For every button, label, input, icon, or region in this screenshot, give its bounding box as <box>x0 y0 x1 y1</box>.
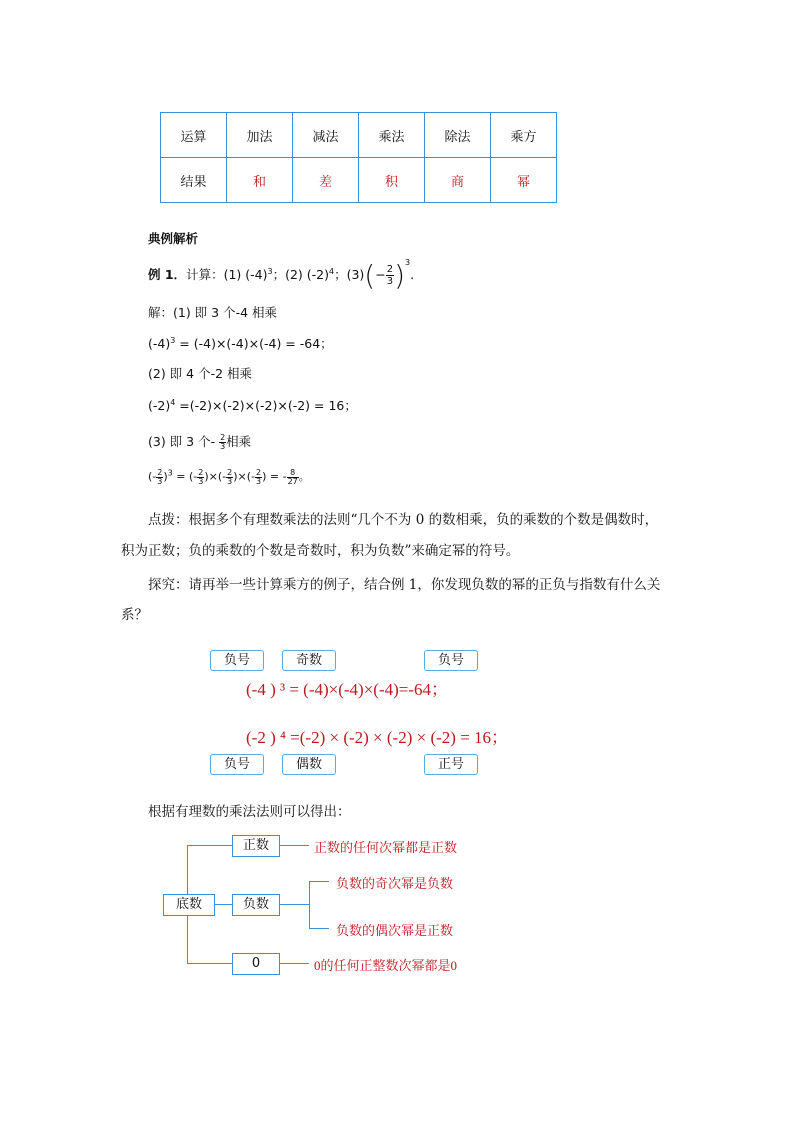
rule-negative-odd: 负数的奇次幂是负数 <box>336 877 454 892</box>
fraction-denominator: 3 <box>220 442 226 451</box>
fraction-denominator: 27 <box>287 476 298 486</box>
fraction-denominator: 3 <box>227 476 233 486</box>
table-cell: 加法 <box>227 113 293 158</box>
equation-odd: (-4 ) ³ = (-4)×(-4)×(-4)=-64； <box>246 680 449 699</box>
node-zero: 0 <box>232 953 280 975</box>
paren: ( <box>364 259 376 292</box>
callout-negative-sign: 负号 <box>210 754 264 775</box>
fraction-numerator: 2 <box>220 433 226 442</box>
table-cell: 幂 <box>491 158 557 203</box>
solution-text: ) <box>163 470 168 483</box>
connector-line <box>279 845 309 846</box>
table-cell: 和 <box>227 158 293 203</box>
callout-positive-sign: 正号 <box>424 754 478 775</box>
solution-line: 解：(1) 即 3 个-4 相乘 <box>148 305 278 320</box>
section-title: 典例解析 <box>148 231 199 246</box>
explore-paragraph-line: 探究：请再举一些计算乘方的例子，结合例 1，你发现负数的幂的正负与指数有什么关 <box>148 577 661 593</box>
exponent: 4 <box>170 397 176 407</box>
example-text: . <box>410 267 415 282</box>
table-cell: 积 <box>359 158 425 203</box>
times: × <box>237 470 247 483</box>
fraction <box>287 469 299 486</box>
exponent: 3 <box>267 266 273 276</box>
exponent: 3 <box>405 258 411 267</box>
example-text: ；(3) <box>334 267 365 282</box>
solution-line <box>148 334 333 352</box>
table-cell: 商 <box>425 158 491 203</box>
conclusion-intro: 根据有理数的乘法法则可以得出： <box>148 804 351 820</box>
solution-line <box>148 468 310 486</box>
exponent: 3 <box>170 335 176 345</box>
example-question <box>148 258 414 292</box>
hint-paragraph-line: 积为正数；负的乘数的个数是奇数时，积为负数”来确定幂的符号。 <box>121 543 520 559</box>
connector-line <box>309 881 329 882</box>
example-text: 计算：(1) (-4) <box>186 267 268 282</box>
solution-text: =(-2)×(-2)×(-2)×(-2) = 16； <box>175 398 357 413</box>
node-positive: 正数 <box>232 835 280 857</box>
tree-branch-line <box>187 963 232 964</box>
tree-branch-line <box>213 904 232 905</box>
callout-odd: 奇数 <box>282 650 336 671</box>
connector-line <box>279 963 309 964</box>
solution-text: = - <box>266 470 287 483</box>
fraction-numerator: 2 <box>157 467 163 477</box>
fraction <box>255 469 262 486</box>
table-cell: 差 <box>293 158 359 203</box>
solution-text: 相乘 <box>226 434 252 449</box>
table-row <box>161 158 557 203</box>
connector-line <box>309 928 329 929</box>
example-text: ；(2) (-2) <box>272 267 329 282</box>
table-cell: 结果 <box>161 158 227 203</box>
fraction-numerator: 2 <box>198 467 204 477</box>
connector-line <box>279 904 309 905</box>
connector-line <box>309 881 310 929</box>
solution-line <box>148 396 357 414</box>
base: (-4) <box>148 336 171 351</box>
example-label: 例 1． <box>148 267 187 282</box>
operation-table <box>160 112 557 203</box>
table-cell: 运算 <box>161 113 227 158</box>
fraction-sign: − <box>375 267 386 282</box>
tree-branch-line <box>187 845 232 846</box>
fraction-numerator: 2 <box>227 467 233 477</box>
solution-text: (- <box>188 470 198 483</box>
table-cell: 乘法 <box>359 113 425 158</box>
explore-paragraph-line: 系？ <box>121 607 148 623</box>
table-cell: 除法 <box>425 113 491 158</box>
solution-text: 。 <box>298 470 310 483</box>
equation-even: (-2 ) ⁴ =(-2) × (-2) × (-2) × (-2) = 16； <box>246 728 509 747</box>
fraction <box>386 264 394 287</box>
table-row <box>161 113 557 158</box>
fraction-numerator: 2 <box>386 264 394 275</box>
solution-text: = <box>172 470 189 483</box>
fraction-denominator: 3 <box>198 476 204 486</box>
times: × <box>208 470 218 483</box>
solution-text: = (-4)×(-4)×(-4) = -64； <box>175 336 333 351</box>
solution-line <box>148 432 251 451</box>
table-cell: 减法 <box>293 113 359 158</box>
callout-negative-sign: 负号 <box>210 650 264 671</box>
exponent: 3 <box>167 468 173 478</box>
solution-text: (- <box>217 470 227 483</box>
fraction-denominator: 3 <box>386 276 394 287</box>
fraction-denominator: 3 <box>157 476 163 486</box>
callout-negative-sign: 负号 <box>424 650 478 671</box>
solution-text: (- <box>246 470 255 483</box>
solution-text: ) <box>233 470 238 483</box>
exponent: 4 <box>328 266 335 276</box>
fraction-denominator: 3 <box>255 476 262 486</box>
rule-zero: 0的任何正整数次幂都是0 <box>314 958 458 973</box>
solution-text: (3) 即 3 个- <box>148 434 220 449</box>
solution-line: (2) 即 4 个-2 相乘 <box>148 366 253 381</box>
node-base: 底数 <box>163 894 215 916</box>
base: (-2) <box>148 398 171 413</box>
solution-text: ) <box>262 470 267 483</box>
table-cell: 乘方 <box>491 113 557 158</box>
paren: ) <box>394 259 406 292</box>
fraction-numerator: 2 <box>255 467 262 477</box>
fraction-numerator: 8 <box>287 469 299 478</box>
callout-even: 偶数 <box>282 754 336 775</box>
rule-positive: 正数的任何次幂都是正数 <box>314 841 458 856</box>
rule-negative-even: 负数的偶次幂是正数 <box>336 924 454 939</box>
node-negative: 负数 <box>232 894 280 916</box>
solution-text: ) <box>204 470 209 483</box>
solution-text: (- <box>148 470 157 483</box>
hint-paragraph-line: 点拨：根据多个有理数乘法的法则“几个不为 0 的数相乘，负的乘数的个数是偶数时， <box>148 512 659 528</box>
